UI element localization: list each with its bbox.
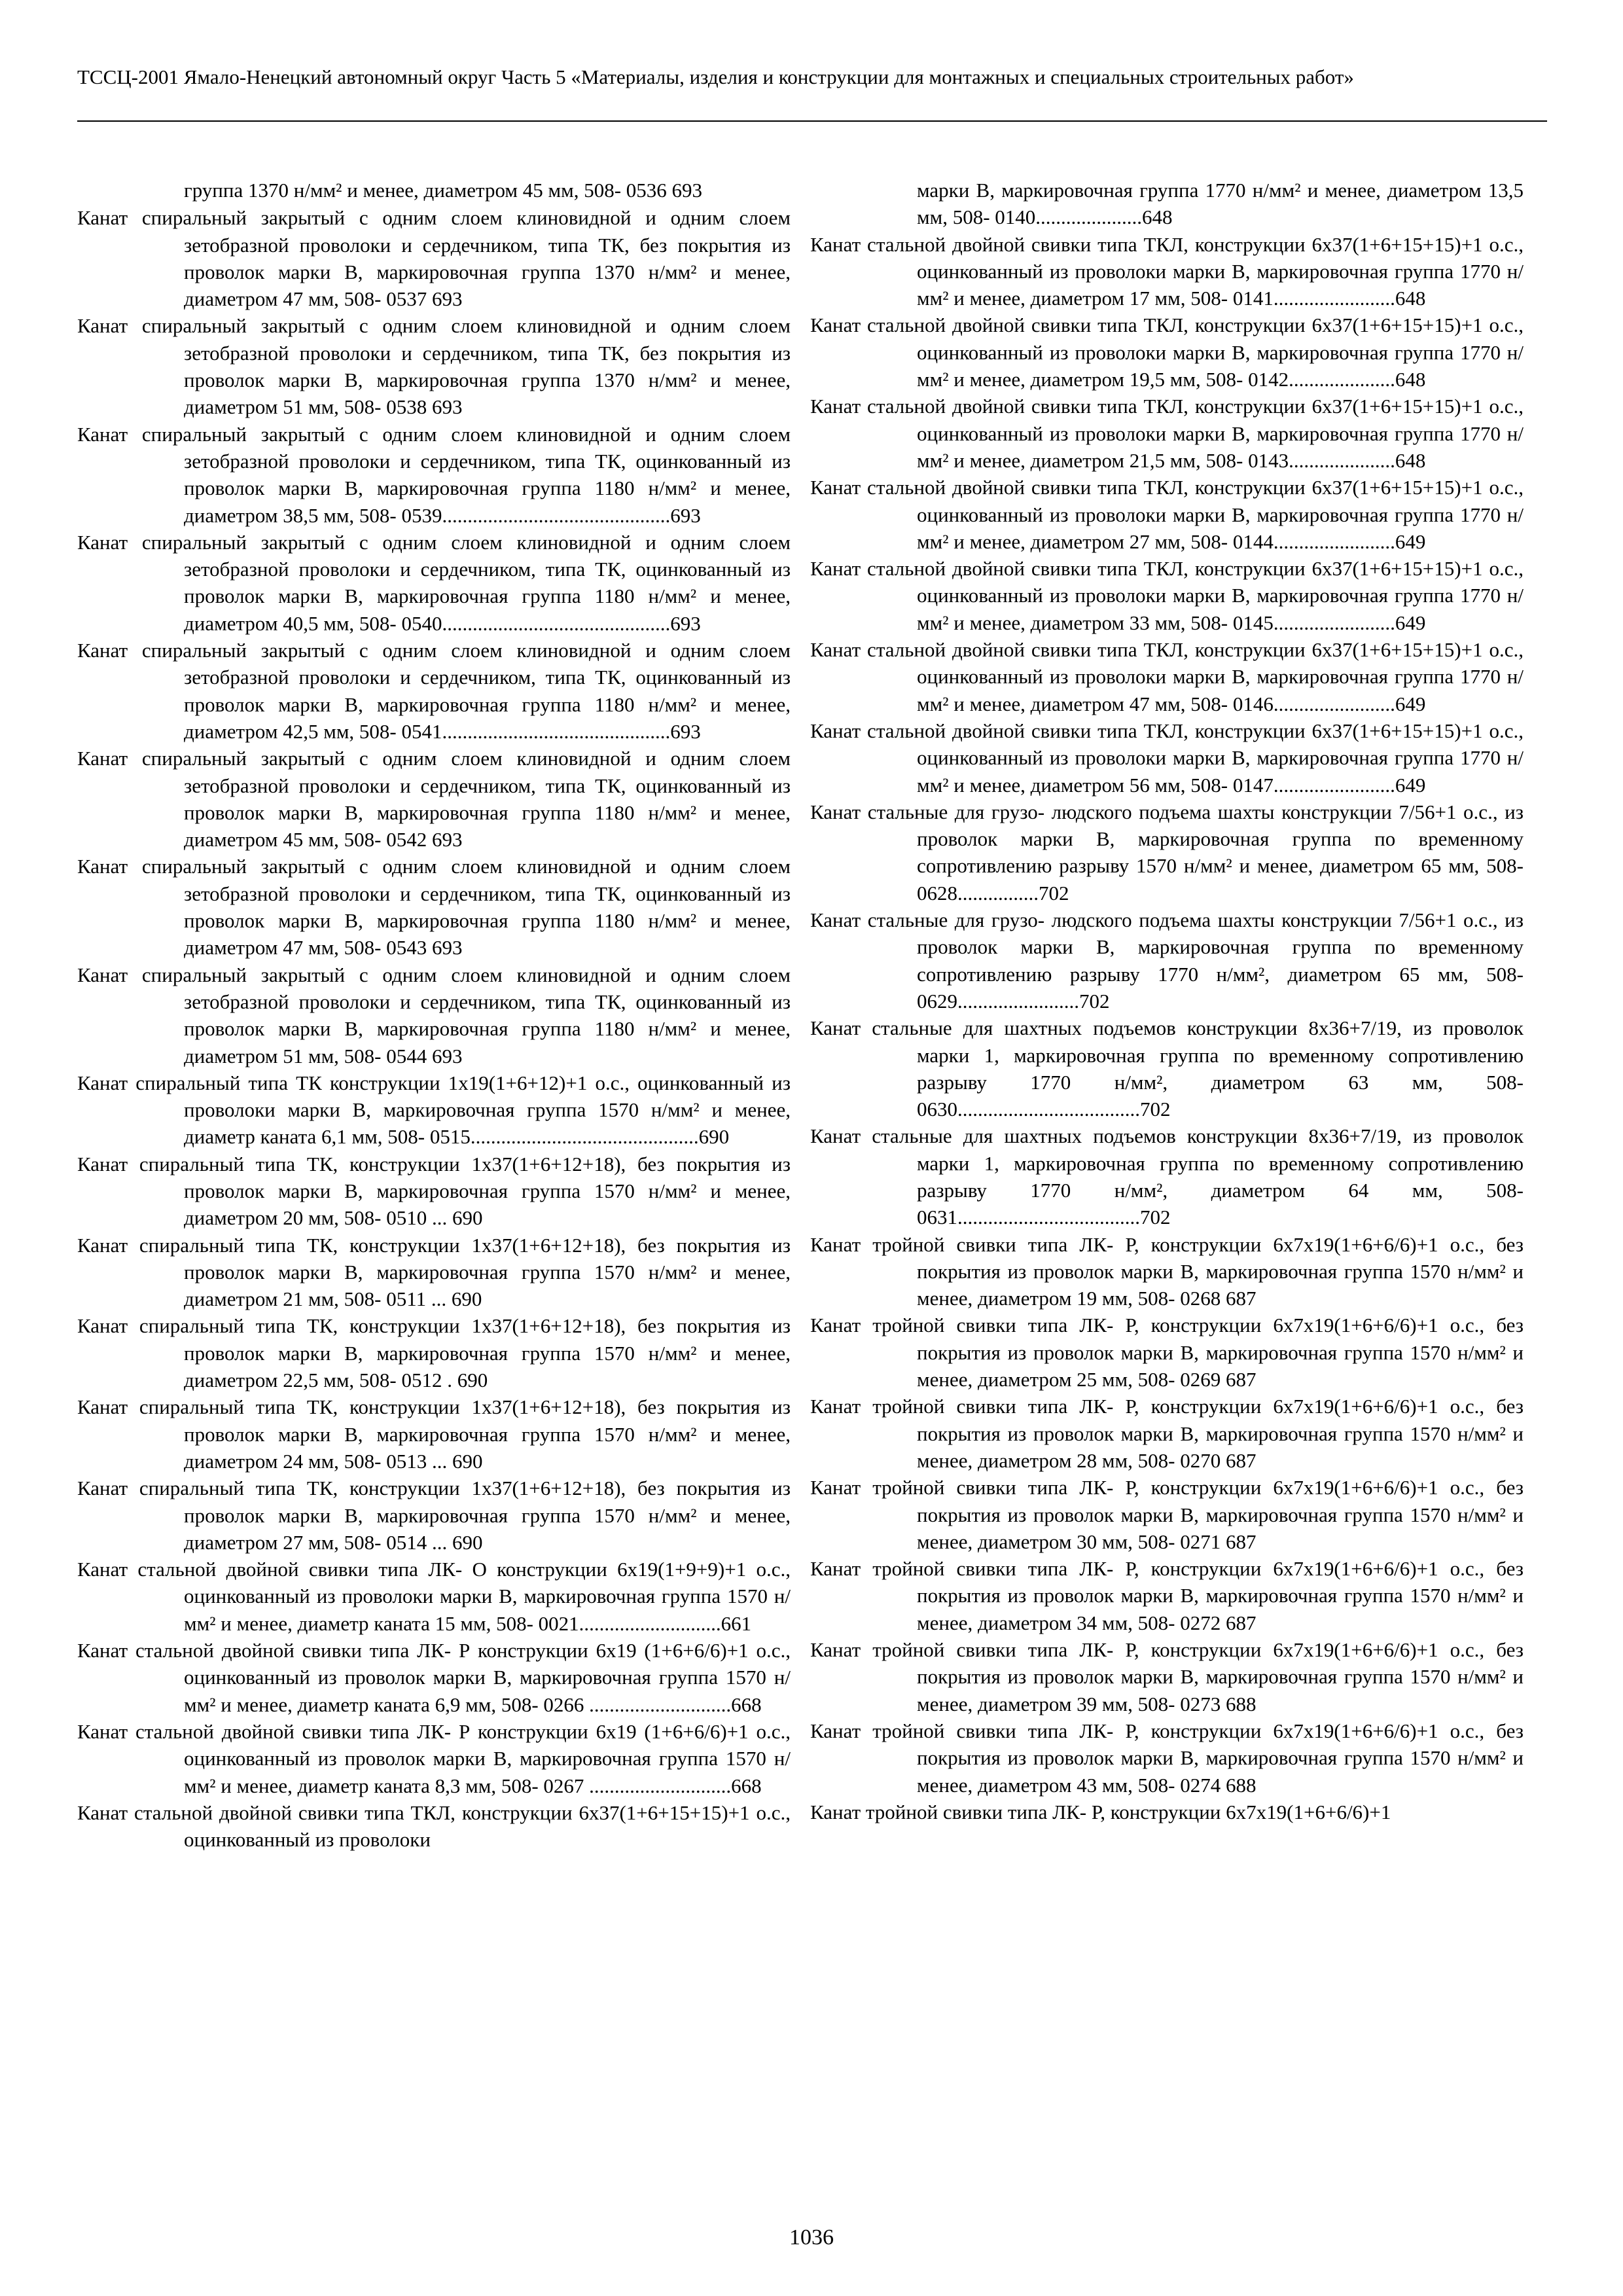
index-entry: Канат спиральный закрытый с одним слоем клиновидной и одним слоем зетобразной проволоки и сердечником, типа ТК, без покрытия из проволок марки В, маркировочная группа 1370 н/мм² и менее, диаметром 51 мм, 508- 0538 693	[77, 314, 791, 419]
index-entry: Канат тройной свивки типа ЛК- Р, конструкции 6x7x19(1+6+6/6)+1 о.с., без покрытия из проволок марки В, маркировочная группа 1570 н/мм² и менее, диаметром 19 мм, 508- 0268 687	[810, 1232, 1524, 1310]
index-entry: Канат стальной двойной свивки типа ТКЛ, конструкции 6x37(1+6+15+15)+1 о.с., оцинкованный из проволоки марки В, маркировочная группа 1770 н/мм² и менее, диаметром 17 мм, 508- 0141........................648	[810, 232, 1524, 310]
index-entry: Канат спиральный закрытый с одним слоем клиновидной и одним слоем зетобразной проволоки и сердечником, типа ТК, без покрытия из проволок марки В, маркировочная группа 1370 н/мм² и менее, диаметром 47 мм, 508- 0537 693	[77, 206, 791, 311]
index-entry: Канат тройной свивки типа ЛК- Р, конструкции 6x7x19(1+6+6/6)+1 о.с., без покрытия из проволок марки В, маркировочная группа 1570 н/мм² и менее, диаметром 39 мм, 508- 0273 688	[810, 1638, 1524, 1715]
index-entry: Канат спиральный типа ТК, конструкции 1x37(1+6+12+18), без покрытия из проволок марки В, маркировочная группа 1570 н/мм² и менее, диаметром 22,5 мм, 508- 0512 . 690	[77, 1314, 791, 1392]
index-entry: Канат тройной свивки типа ЛК- Р, конструкции 6x7x19(1+6+6/6)+1 о.с., без покрытия из проволок марки В, маркировочная группа 1570 н/мм² и менее, диаметром 30 мм, 508- 0271 687	[810, 1476, 1524, 1553]
index-entry: Канат стальной двойной свивки типа ТКЛ, конструкции 6x37(1+6+15+15)+1 о.с., оцинкованный из проволоки марки В, маркировочная группа 1770 н/мм² и менее, диаметром 56 мм, 508- 0147........................649	[810, 719, 1524, 797]
index-entry: Канат стальные для шахтных подъемов конструкции 8x36+7/19, из проволок марки 1, маркировочная группа по временному сопротивлению разрыву 1770 н/мм², диаметром 64 мм, 508- 0631....................................702	[810, 1124, 1524, 1229]
index-entry: Канат спиральный типа ТК, конструкции 1x37(1+6+12+18), без покрытия из проволок марки В, маркировочная группа 1570 н/мм² и менее, диаметром 27 мм, 508- 0514 ... 690	[77, 1477, 791, 1554]
index-entry: Канат спиральный закрытый с одним слоем клиновидной и одним слоем зетобразной проволоки и сердечником, типа ТК, оцинкованный из проволок марки В, маркировочная группа 1180 н/мм² и менее, диаметром 51 мм, 508- 0544 693	[77, 963, 791, 1067]
index-entry: Канат стальной двойной свивки типа ЛК- О конструкции 6x19(1+9+9)+1 о.с., оцинкованный из проволоки марки В, маркировочная группа 1570 н/мм² и менее, диаметр каната 15 мм, 508- 0021............................661	[77, 1558, 791, 1635]
index-entry: Канат стальные для грузо- людского подъема шахты конструкции 7/56+1 о.с., из проволок марки В, маркировочная группа по временному сопротивлению разрыву 1770 н/мм², диаметром 65 мм, 508- 0629........................702	[810, 908, 1524, 1013]
index-entry: Канат спиральный закрытый с одним слоем клиновидной и одним слоем зетобразной проволоки и сердечником, типа ТК, оцинкованный из проволок марки В, маркировочная группа 1180 н/мм² и менее, диаметром 42,5 мм, 508- 0541.............................................693	[77, 639, 791, 743]
header-divider	[77, 120, 1547, 122]
index-entry: Канат спиральный закрытый с одним слоем клиновидной и одним слоем зетобразной проволоки и сердечником, типа ТК, оцинкованный из проволок марки В, маркировочная группа 1180 н/мм² и менее, диаметром 38,5 мм, 508- 0539.............................................693	[77, 422, 791, 527]
index-entry: Канат стальной двойной свивки типа ТКЛ, конструкции 6x37(1+6+15+15)+1 о.с., оцинкованный из проволоки	[77, 1801, 791, 1852]
index-entry: Канат тройной свивки типа ЛК- Р, конструкции 6x7x19(1+6+6/6)+1 о.с., без покрытия из проволок марки В, маркировочная группа 1570 н/мм² и менее, диаметром 34 мм, 508- 0272 687	[810, 1557, 1524, 1634]
index-entry: Канат тройной свивки типа ЛК- Р, конструкции 6x7x19(1+6+6/6)+1 о.с., без покрытия из проволок марки В, маркировочная группа 1570 н/мм² и менее, диаметром 25 мм, 508- 0269 687	[810, 1314, 1524, 1391]
index-entry: Канат стальной двойной свивки типа ЛК- Р конструкции 6x19 (1+6+6/6)+1 о.с., оцинкованный из проволок марки В, маркировочная группа 1570 н/мм² и менее, диаметр каната 6,9 мм, 508- 0266 ............................668	[77, 1639, 791, 1716]
index-entry: Канат стальной двойной свивки типа ТКЛ, конструкции 6x37(1+6+15+15)+1 о.с., оцинкованный из проволоки марки В, маркировочная группа 1770 н/мм² и менее, диаметром 19,5 мм, 508- 0142.....................648	[810, 314, 1524, 391]
running-header: ТССЦ-2001 Ямало-Ненецкий автономный округ Часть 5 «Материалы, изделия и конструкции для монтажных и специальных строительных работ»	[77, 65, 1354, 88]
index-column-left	[77, 177, 791, 1853]
index-entry: Канат спиральный типа ТК конструкции 1x19(1+6+12)+1 о.с., оцинкованный из проволоки марки В, маркировочная группа 1570 н/мм² и менее, диаметр каната 6,1 мм, 508- 0515.............................................690	[77, 1071, 791, 1149]
index-entry: Канат спиральный типа ТК, конструкции 1x37(1+6+12+18), без покрытия из проволок марки В, маркировочная группа 1570 н/мм² и менее, диаметром 20 мм, 508- 0510 ... 690	[77, 1152, 791, 1230]
index-entry: Канат спиральный типа ТК, конструкции 1x37(1+6+12+18), без покрытия из проволок марки В, маркировочная группа 1570 н/мм² и менее, диаметром 21 мм, 508- 0511 ... 690	[77, 1233, 791, 1311]
index-entry: Канат стальные для грузо- людского подъема шахты конструкции 7/56+1 о.с., из проволок марки В, маркировочная группа по временному сопротивлению разрыву 1570 н/мм² и менее, диаметром 65 мм, 508- 0628................702	[810, 800, 1524, 905]
index-entry: Канат стальной двойной свивки типа ТКЛ, конструкции 6x37(1+6+15+15)+1 о.с., оцинкованный из проволоки марки В, маркировочная группа 1770 н/мм² и менее, диаметром 27 мм, 508- 0144........................649	[810, 476, 1524, 553]
index-entry: Канат спиральный закрытый с одним слоем клиновидной и одним слоем зетобразной проволоки и сердечником, типа ТК, оцинкованный из проволок марки В, маркировочная группа 1180 н/мм² и менее, диаметром 40,5 мм, 508- 0540.............................................693	[77, 530, 791, 635]
index-entry: Канат стальные для шахтных подъемов конструкции 8x36+7/19, из проволок марки 1, маркировочная группа по временному сопротивлению разрыву 1770 н/мм², диаметром 63 мм, 508- 0630....................................702	[810, 1016, 1524, 1121]
page-number: 1036	[789, 2225, 834, 2250]
index-entry: Канат спиральный закрытый с одним слоем клиновидной и одним слоем зетобразной проволоки и сердечником, типа ТК, оцинкованный из проволок марки В, маркировочная группа 1180 н/мм² и менее, диаметром 47 мм, 508- 0543 693	[77, 855, 791, 960]
index-entry: Канат тройной свивки типа ЛК- Р, конструкции 6x7x19(1+6+6/6)+1 о.с., без покрытия из проволок марки В, маркировочная группа 1570 н/мм² и менее, диаметром 28 мм, 508- 0270 687	[810, 1395, 1524, 1472]
index-entry: марки В, маркировочная группа 1770 н/мм² и менее, диаметром 13,5 мм, 508- 0140.....................648	[917, 179, 1524, 229]
index-entry: Канат тройной свивки типа ЛК- Р, конструкции 6x7x19(1+6+6/6)+1 о.с., без покрытия из проволок марки В, маркировочная группа 1570 н/мм² и менее, диаметром 43 мм, 508- 0274 688	[810, 1719, 1524, 1797]
index-entry: Канат спиральный закрытый с одним слоем клиновидной и одним слоем зетобразной проволоки и сердечником, типа ТК, оцинкованный из проволок марки В, маркировочная группа 1180 н/мм² и менее, диаметром 45 мм, 508- 0542 693	[77, 747, 791, 852]
index-entry: Канат стальной двойной свивки типа ТКЛ, конструкции 6x37(1+6+15+15)+1 о.с., оцинкованный из проволоки марки В, маркировочная группа 1770 н/мм² и менее, диаметром 47 мм, 508- 0146........................649	[810, 638, 1524, 715]
index-entry: Канат спиральный типа ТК, конструкции 1x37(1+6+12+18), без покрытия из проволок марки В, маркировочная группа 1570 н/мм² и менее, диаметром 24 мм, 508- 0513 ... 690	[77, 1395, 791, 1473]
index-entry: Канат тройной свивки типа ЛК- Р, конструкции 6x7x19(1+6+6/6)+1	[810, 1800, 1391, 1823]
index-entry: Канат стальной двойной свивки типа ТКЛ, конструкции 6x37(1+6+15+15)+1 о.с., оцинкованный из проволоки марки В, маркировочная группа 1770 н/мм² и менее, диаметром 33 мм, 508- 0145........................649	[810, 557, 1524, 634]
index-entry: группа 1370 н/мм² и менее, диаметром 45 мм, 508- 0536 693	[184, 179, 703, 202]
index-entry: Канат стальной двойной свивки типа ЛК- Р конструкции 6x19 (1+6+6/6)+1 о.с., оцинкованный из проволок марки В, маркировочная группа 1570 н/мм² и менее, диаметр каната 8,3 мм, 508- 0267 ............................668	[77, 1719, 791, 1797]
index-entry: Канат стальной двойной свивки типа ТКЛ, конструкции 6x37(1+6+15+15)+1 о.с., оцинкованный из проволоки марки В, маркировочная группа 1770 н/мм² и менее, диаметром 21,5 мм, 508- 0143.....................648	[810, 395, 1524, 472]
index-column-right	[810, 177, 1524, 1825]
